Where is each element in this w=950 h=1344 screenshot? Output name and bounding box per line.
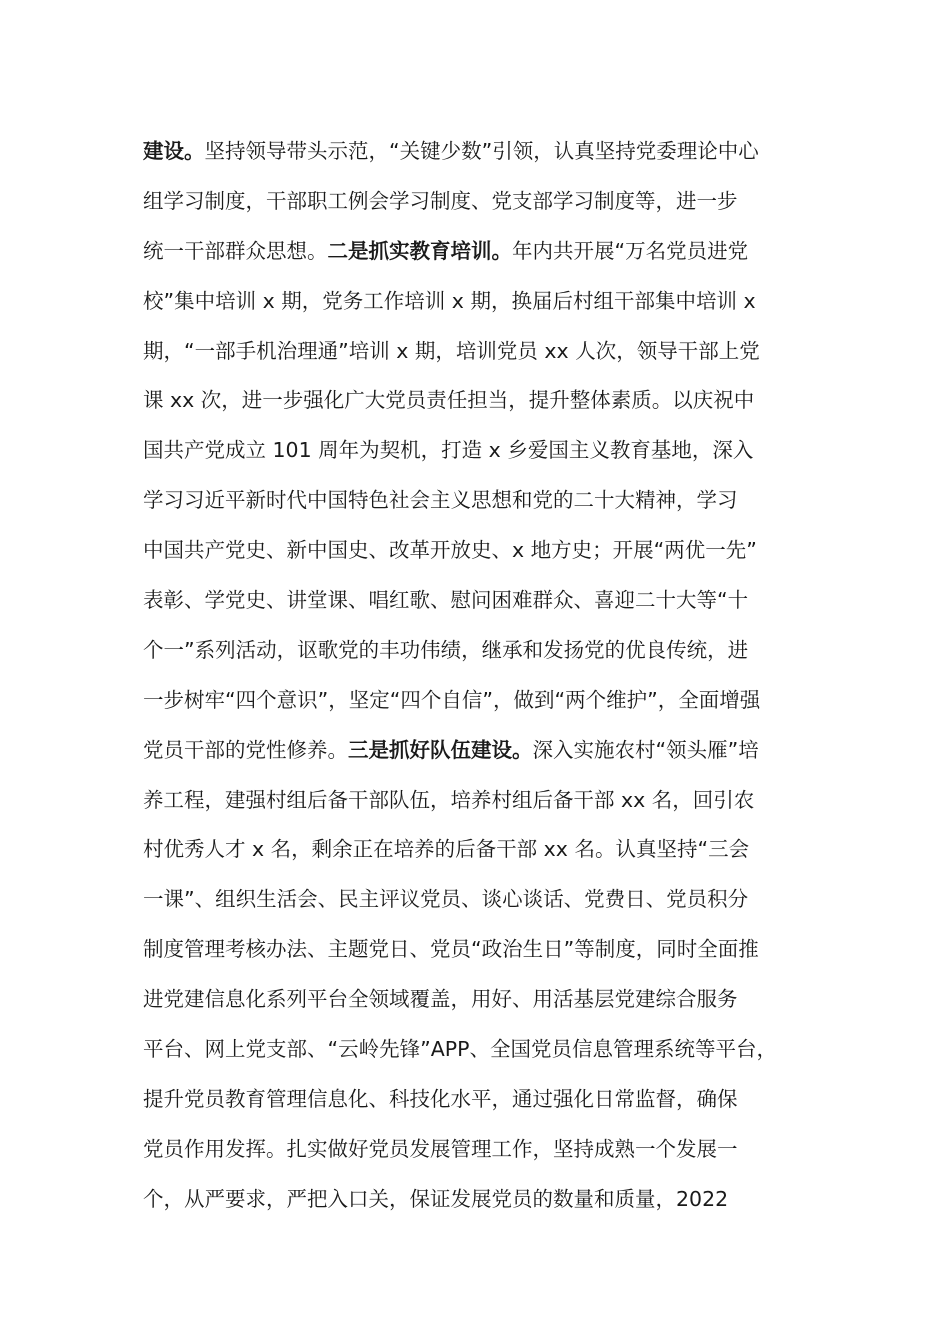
- text-line: [143, 1125, 823, 1175]
- body-text: 个，从严要求，严把入口关，保证发展党员的数量和质量，2022: [143, 1186, 729, 1211]
- body-text: 年内共开展“万名党员进党: [512, 238, 749, 263]
- body-text: 表彰、学党史、讲堂课、唱红歌、慰问困难群众、喜迎二十大等“十: [143, 588, 749, 613]
- body-text: 一步树牢“四个意识”，坚定“四个自信”，做到“两个维护”，全面增强: [143, 687, 761, 712]
- body-text: 个一”系列活动，讴歌党的丰功伟绩，继承和发扬党的优良传统，进: [143, 637, 749, 662]
- text-line: [143, 676, 823, 726]
- bold-heading-text: 三是抓好队伍建设。: [348, 737, 533, 762]
- text-line: [143, 576, 823, 626]
- body-text: 校”集中培训 x 期，党务工作培训 x 期，换届后村组干部集中培训 x: [143, 288, 756, 313]
- body-text: 中国共产党史、新中国史、改革开放史、x 地方史；开展“两优一先”: [143, 538, 757, 563]
- body-paragraph: [143, 127, 823, 1225]
- body-text: 组学习制度，干部职工例会学习制度、党支部学习制度等，进一步: [143, 188, 738, 213]
- body-text: 坚持领导带头示范，“关键少数”引领，认真坚持党委理论中心: [204, 139, 759, 163]
- text-line: [143, 426, 823, 476]
- body-text: 养工程，建强村组后备干部队伍，培养村组后备干部 xx 名，回引农: [143, 787, 755, 812]
- text-line: [143, 277, 823, 327]
- text-line: [143, 177, 823, 227]
- text-line: [143, 526, 823, 576]
- body-text: 课 xx 次，进一步强化广大党员责任担当，提升整体素质。以庆祝中: [143, 388, 755, 413]
- text-line: [143, 1175, 823, 1225]
- text-line: [143, 376, 823, 426]
- text-line: [143, 476, 823, 526]
- text-line: [143, 726, 823, 776]
- text-line: [143, 227, 823, 277]
- body-text: 期，“一部手机治理通”培训 x 期，培训党员 xx 人次，领导干部上党: [143, 338, 760, 363]
- text-line: [143, 1075, 823, 1125]
- text-line: [143, 925, 823, 975]
- text-line: [143, 825, 823, 875]
- text-line: [143, 1025, 823, 1075]
- bold-heading-text: 二是抓实教育培训。: [327, 238, 512, 263]
- body-text: 提升党员教育管理信息化、科技化水平，通过强化日常监督，确保: [143, 1086, 738, 1111]
- body-text: 党员作用发挥。扎实做好党员发展管理工作，坚持成熟一个发展一: [143, 1136, 738, 1161]
- body-text: 一课”、组织生活会、民主评议党员、谈心谈话、党费日、党员积分: [143, 887, 749, 912]
- body-text: 学习习近平新时代中国特色社会主义思想和党的二十大精神，学习: [143, 488, 738, 513]
- text-line: [143, 975, 823, 1025]
- text-line: [143, 327, 823, 377]
- bold-heading-text: 建设。: [143, 139, 205, 163]
- body-text: 党员干部的党性修养。: [143, 737, 348, 762]
- text-line: [143, 626, 823, 676]
- body-text: 深入实施农村“领头雁”培: [532, 737, 759, 762]
- body-text: 进党建信息化系列平台全领域覆盖，用好、用活基层党建综合服务: [143, 987, 738, 1012]
- text-line: [143, 776, 823, 826]
- body-text: 平台、网上党支部、“云岭先锋”APP、全国党员信息管理系统等平台，: [143, 1037, 777, 1062]
- text-line: [143, 875, 823, 925]
- body-text: 统一干部群众思想。: [143, 238, 328, 263]
- text-line: [143, 127, 823, 177]
- body-text: 村优秀人才 x 名，剩余正在培养的后备干部 xx 名。认真坚持“三会: [143, 837, 750, 862]
- body-text: 国共产党成立 101 周年为契机，打造 x 乡爱国主义教育基地，深入: [143, 438, 754, 463]
- body-text: 制度管理考核办法、主题党日、党员“政治生日”等制度，同时全面推: [143, 937, 759, 962]
